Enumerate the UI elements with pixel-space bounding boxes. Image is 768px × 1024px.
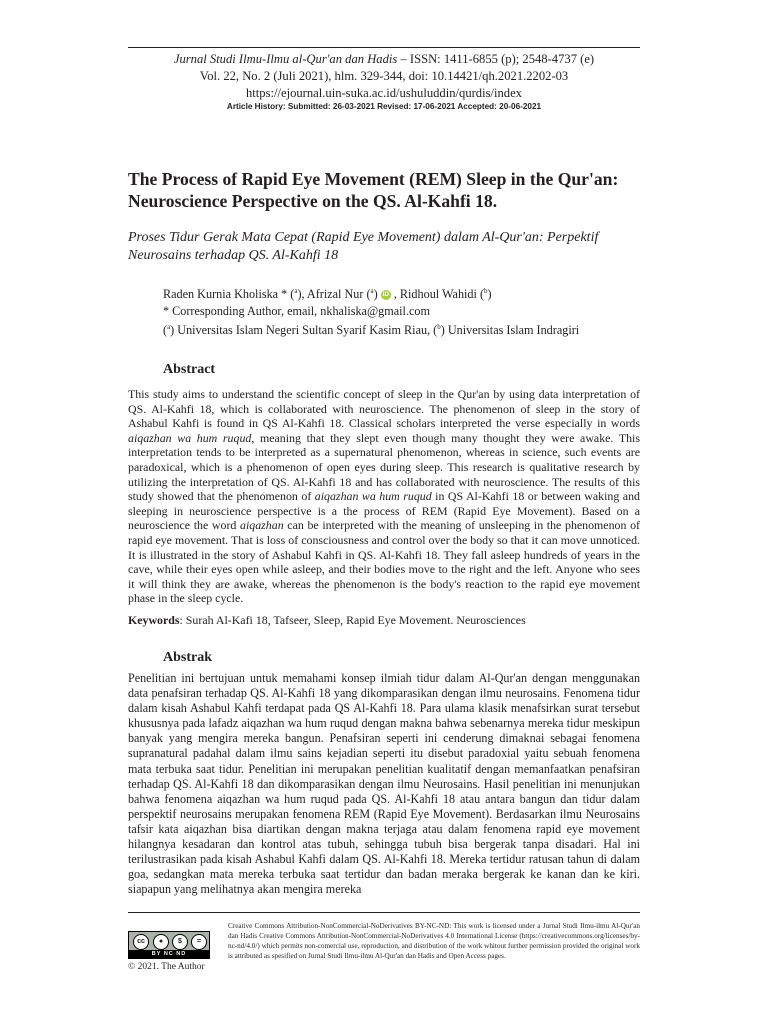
paper-title: The Process of Rapid Eye Movement (REM) Sleep in the Qur'an: Neuroscience Perspective on the QS. Al-Kahfi 18. [128, 169, 619, 211]
paper-subtitle: Proses Tidur Gerak Mata Cepat (Rapid Eye Movement) dalam Al-Qur'an: Perpektif Neurosains terhadap QS. Al-Kahfi 18 [128, 230, 599, 263]
affil-mark: a [294, 287, 298, 295]
cc-license-badge[interactable] [128, 931, 210, 959]
affil-mark: a [370, 287, 374, 295]
author-close: ) [487, 287, 492, 302]
journal-url[interactable]: https://ejournal.uin-suka.ac.id/ushuluddin/qurdis/index [246, 86, 522, 100]
journal-name: Jurnal Studi Ilmu-Ilmu al-Qur'an dan Hadis [173, 52, 398, 66]
copyright: © 2021. The Author [128, 962, 205, 972]
author-1: Raden Kurnia Kholiska * ( [163, 287, 295, 302]
affil-mark: a [167, 323, 171, 332]
author-2: ), Afrizal Nur ( [297, 287, 371, 302]
keywords-label: Keywords [128, 613, 180, 627]
license-text: Creative Commons Attribution-NonCommercial-NoDerivatives BY-NC-ND: This work is licensed under a Jurnal Studi Ilmu-ilmu Al-Qur'an dan Hadis Creative Commons Attribution-NonCommercial-NoDerivatives 4.0 International License (https://creativecommons.org/licenses/by-nc-nd/4.0/) which permits non-comercial use, reproduction, and distribution of the work whitout further permission provided the original work is attributed as spesified on Jurnal Studi Ilmu-ilmu Al-Qur'an dan Hadis and Open Access pages. [228, 922, 640, 961]
nc-icon: $ [172, 934, 188, 950]
journal-line [128, 51, 640, 68]
abstract-heading: Abstract [163, 362, 216, 377]
cc-logo-icon: cc [133, 934, 149, 950]
abstrak-heading: Abstrak [163, 650, 213, 665]
abstract-italic: aiqazhan wa hum ruqud [314, 489, 432, 504]
affiliations [163, 319, 633, 339]
volume-line: Vol. 22, No. 2 (Juli 2021), hlm. 329-344, doi: 10.14421/qh.2021.2202-03 [199, 69, 569, 83]
orcid-icon[interactable]: iD [382, 291, 390, 299]
header-top-rule [128, 47, 640, 48]
affil-mark: b [484, 287, 488, 295]
footer-rule [128, 912, 640, 913]
abstract-italic: aiqazhan wa hum ruqud [128, 430, 252, 445]
cc-badge-label: BY NC ND [129, 950, 209, 958]
article-history: Article History: Submitted: 26-03-2021 Revised: 17-06-2021 Accepted: 20-06-2021 [226, 102, 542, 111]
author-3: , Ridhoul Wahidi ( [390, 287, 485, 302]
abstract-part: , meaning that they slept even though many thought they were awake. This interpretation tends to be interpreted as a supernatural phenomenon, whereas in science, such events are paradoxical, which is a phenomenon of open eyes during sleep. This research is qualitative research by utilizing the interpretation of QS. Al-Kahfi 18 and has collaborated with neuroscience. The results of this study showed that the phenomenon of [128, 430, 640, 504]
affiliation-b: ) Universitas Islam Indragiri [440, 323, 580, 338]
abstract-part: can be interpreted with the meaning of unsleeping in the phenomenon of rapid eye movement. That is loss of consciousness and control over the body so that it can move unnoticed. It is illustrated in the story of Ashabul Kahfi in QS. Al-Kahfi 18. They fall asleep hundreds of years in the cave, while their eyes open while asleep, and their bodies move to the right and the left. Anyone who sees it will think they are awake, whereas the phenomenon is the body's reaction to the rapid eye movement phase in the sleep cycle. [128, 518, 640, 606]
affil-mark: b [437, 323, 441, 332]
abstrak-text: Penelitian ini bertujuan untuk memahami konsep ilmiah tidur dalam Al-Qur'an dengan menggunakan data penafsiran terhadap QS. Al-Kahfi 18 yang dikomparasikan dengan ilmu neurosains. Fenomena tidur dalam kisah Ashabul Kahfi terdapat pada QS Al-Kahfi 18. Para ulama klasik menafsirkan surat tersebut khususnya pada lafadz aiqazhan wa hum ruqud dengan makna bahwa sebenarnya mereka tidur meskipun banyak yang mengira mereka bangun. Penafsiran seperti ini cenderung dimaknai sebagai fenomena supranatural padahal dalam ilmu sains kejadian seperti itu disebut paradoxial yaitu sebuah fenomena mata terbuka saat tidur. Penelitian ini merupakan penelitian kualitatif dengan memanfaatkan penafsiran terhadap QS. Al-Kahfi 18 dan dikomparasikan dengan ilmu Neurosains. Hasil penelitian ini menunjukan bahwa fenomena aiqazhan wa hum ruqud pada QS. Al-Kahfi 18 atau antara bangun dan tidur dalam perspektif neurosains merupakan fenomena REM (Rapid Eye Movement). Berdasarkan ilmu Neurosains tafsir kata aiqazhan bisa diartikan dengan makna terjaga atau dalam fenomena rapid eye movement hilangnya kesadaran dan kontrol atas tubuh, sehingga tubuh bisa bergerak tanpa disadari. Hal ini terilustrasikan pada kisah Ashabul Kahfi dalam QS. Al-Kahfi 18. Mereka tertidur ratusan tahun di dalam goa, sedangkan mata mereka terbuka saat tertidur dan badan meraka bergerak ke kanan dan ke kiri. siapapun yang melihatnya akan mengira mereka [128, 671, 640, 897]
by-icon: ● [153, 934, 169, 950]
nd-icon: = [191, 934, 207, 950]
keywords-list: : Surah Al-Kafi 18, Tafseer, Sleep, Rapid Eye Movement. Neurosciences [179, 613, 526, 627]
abstract-part: in QS Al-Kahfi 18 or between waking and sleeping in neuroscience perspective is a the process of REM (Rapid Eye Movement). Based on a neuroscience the word [128, 489, 640, 533]
affil-open: ( [163, 323, 168, 338]
abstract-italic: aiqazhan [240, 518, 284, 533]
journal-issn: – ISSN: 1411-6855 (p); 2548-4737 (e) [397, 52, 595, 66]
corresponding-author: * Corresponding Author, email, nkhaliska@gmail.com [163, 303, 430, 318]
abstract-text [128, 387, 640, 606]
abstract-part: This study aims to understand the scientific concept of sleep in the Qur'an by using data interpretation of QS. Al-Kahfi 18, which is collaborated with neuroscience. The phenomenon of sleep in the story of Ashabul Kahfi is found in QS Al-Kahfi 18. Classical scholars interpreted the verse especially in words [128, 387, 640, 431]
affiliation-a: ) Universitas Islam Negeri Sultan Syarif Kasim Riau, ( [170, 323, 438, 338]
author-line: Raden Kurnia Kholiska * ($^a$), Afrizal Nur ($^a$) iD , Ridhoul Wahidi ($^b$) [163, 287, 492, 302]
author-block [163, 283, 633, 339]
keywords [128, 613, 640, 628]
